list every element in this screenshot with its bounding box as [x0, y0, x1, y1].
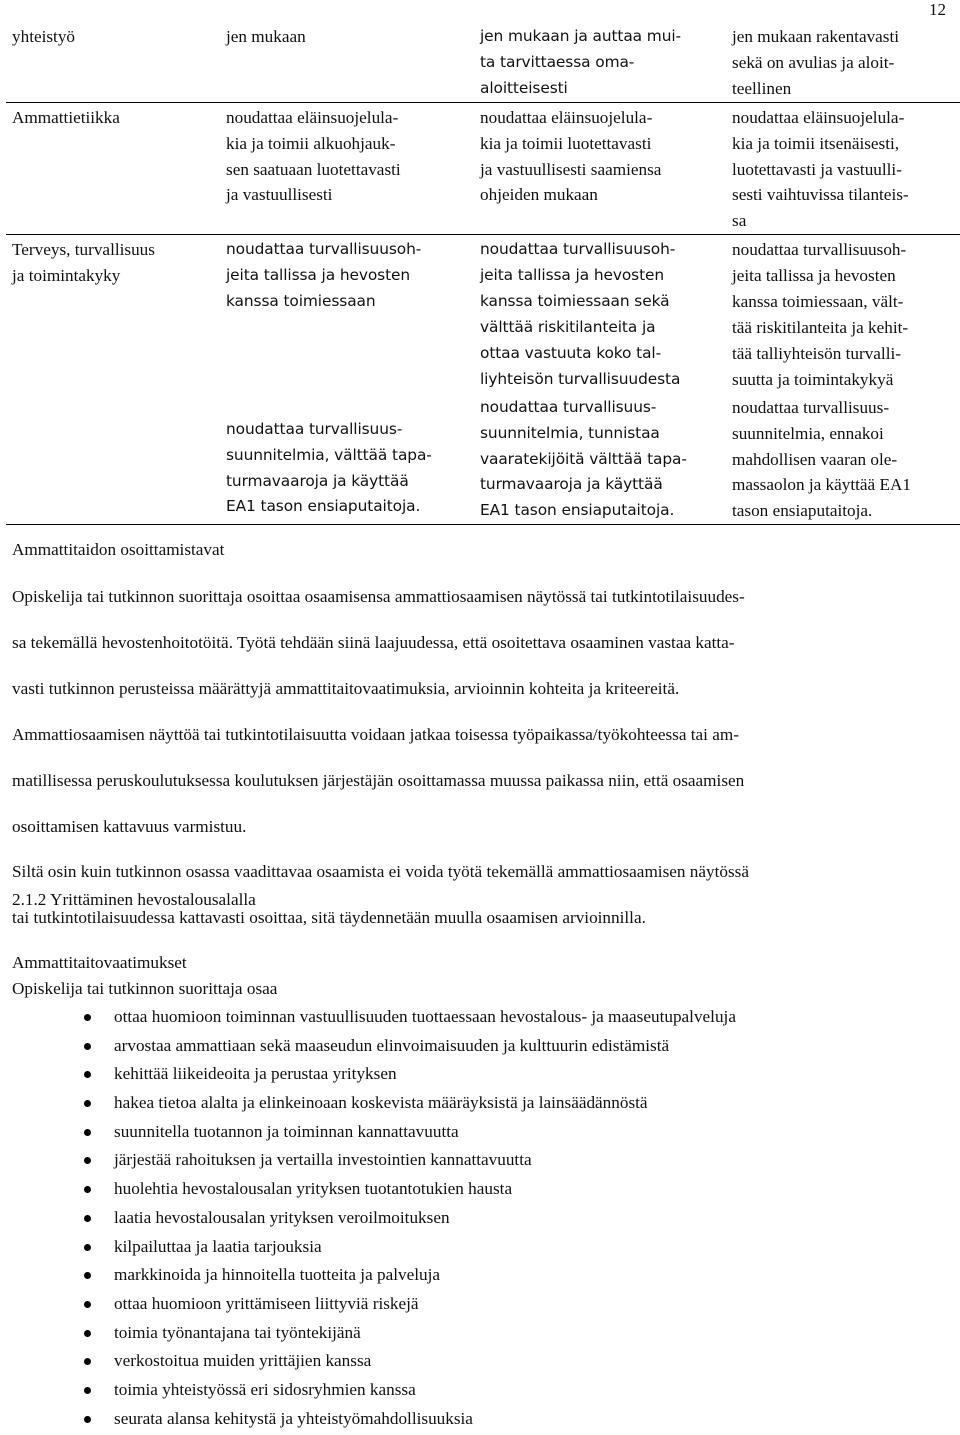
- cell-line: sen saatuaan luotettavasti: [226, 159, 401, 179]
- bullet-icon: [84, 1301, 91, 1308]
- bullet-icon: [84, 1215, 91, 1222]
- paragraph-line: vasti tutkinnon perusteissa määrättyjä ammattitaitovaatimuksia, arvioinnin kohteita ja kriteereitä.: [12, 678, 680, 698]
- list-item-text: seurata alansa kehitystä ja yhteistyömahdollisuuksia: [114, 1408, 473, 1428]
- bullet-icon: [84, 1387, 91, 1394]
- criteria-label: ja toimintakyky: [12, 266, 121, 286]
- list-item-text: ottaa huomioon toiminnan vastuullisuuden tuottaessaan hevostalous- ja maaseutupalveluja: [114, 1007, 736, 1026]
- paragraph-line: matillisessa peruskoulutuksessa koulutuksen järjestäjän osoittamassa muussa paikassa niin, että osaamisen: [12, 770, 745, 790]
- criteria-cell-excellent: [722, 235, 960, 393]
- bullet-icon: [84, 1330, 91, 1337]
- cell-line: aloitteisesti: [480, 78, 568, 97]
- cell-line: ja vastuullisesti: [226, 185, 333, 205]
- criteria-label: Terveys, turvallisuus: [12, 240, 155, 260]
- list-item: [0, 1290, 736, 1319]
- paragraph: [12, 722, 940, 840]
- list-item-text: ottaa huomioon yrittämiseen liittyviä riskejä: [114, 1293, 419, 1313]
- criteria-label-cell: [6, 235, 214, 393]
- cell-line: mahdollisen vaaran ole-: [732, 449, 898, 469]
- paragraph-line: sa tekemällä hevostenhoitotöitä. Työtä tehdään siinä laajuudessa, että osoitettava osaaminen vastaa katta-: [12, 632, 735, 652]
- criteria-cell-satisfactory: [214, 235, 468, 393]
- bullet-icon: [84, 1043, 91, 1050]
- criteria-label: Ammattietiikka: [12, 107, 120, 127]
- cell-line: jen mukaan: [226, 27, 306, 46]
- list-item-text: verkostoitua muiden yrittäjien kanssa: [114, 1351, 372, 1371]
- list-item-text: suunnitella tuotannon ja toiminnan kannattavuutta: [114, 1121, 459, 1141]
- criteria-cell-satisfactory: [214, 102, 468, 235]
- cell-line: vaaratekijöitä välttää tapa-: [480, 449, 687, 468]
- cell-line: suunnitelmia, tunnistaa: [480, 423, 660, 442]
- criteria-label-cell: [6, 393, 214, 525]
- cell-line: noudattaa eläinsuojelula-: [732, 107, 905, 127]
- cell-line: kanssa toimiessaan, vält-: [732, 292, 904, 312]
- cell-line: jen mukaan rakentavasti: [732, 27, 900, 46]
- cell-line: massaolon ja käyttää EA1: [732, 475, 911, 495]
- cell-line: noudattaa turvallisuusoh-: [732, 240, 907, 260]
- cell-line: luotettavasti ja vastuulli-: [732, 159, 902, 179]
- bullet-icon: [84, 1358, 91, 1365]
- criteria-cell-good: [468, 393, 722, 525]
- requirements-title: Ammattitaitovaatimukset: [12, 953, 187, 972]
- paragraph-line: Ammattiosaamisen näyttöä tai tutkintotilaisuutta voidaan jatkaa toisessa työpaikassa/työkohteessa tai am-: [12, 724, 739, 744]
- cell-line: EA1 tason ensiaputaitoja.: [226, 497, 421, 516]
- paragraph-line: Opiskelija tai tutkinnon suorittaja osoittaa osaamisensa ammattiosaamisen näytössä tai tutkintotilaisuudes-: [12, 587, 745, 606]
- paragraph-line: Siltä osin kuin tutkinnon osassa vaadittavaa osaamista ei voida työtä tekemällä ammattiosaamisen näytössä: [12, 862, 749, 882]
- criteria-cell-good: [468, 102, 722, 235]
- requirements-intro: Opiskelija tai tutkinnon suorittaja osaa: [12, 978, 278, 998]
- criteria-label-cell: [6, 102, 214, 235]
- bullet-icon: [84, 1416, 91, 1423]
- list-item: [0, 1003, 736, 1032]
- cell-line: kia ja toimii itsenäisesti,: [732, 133, 900, 153]
- cell-line: kia ja toimii luotettavasti: [480, 133, 652, 153]
- cell-line: kia ja toimii alkuohjauk-: [226, 133, 396, 153]
- bullet-icon: [84, 1186, 91, 1193]
- list-item-text: kehittää liikeideoita ja perustaa yrityksen: [114, 1064, 397, 1084]
- requirements-list: [0, 1003, 736, 1433]
- paragraph-line: osoittamisen kattavuus varmistuu.: [12, 816, 247, 836]
- cell-line: noudattaa turvallisuusoh-: [226, 240, 422, 259]
- cell-line: tason ensiaputaitoja.: [732, 501, 873, 521]
- cell-line: sesti vaihtuvissa tilanteis-: [732, 185, 909, 205]
- bullet-icon: [84, 1071, 91, 1078]
- list-item: [0, 1376, 736, 1405]
- cell-line: noudattaa eläinsuojelula-: [226, 107, 399, 127]
- criteria-cell-satisfactory: [214, 393, 468, 525]
- cell-line: jen mukaan ja auttaa mui-: [480, 27, 681, 45]
- cell-line: ta tarvittaessa oma-: [480, 52, 635, 71]
- assessment-criteria-table: [6, 22, 960, 525]
- cell-line: tää riskitilanteita ja kehit-: [732, 317, 909, 337]
- cell-line: suutta ja toimintakykyä: [732, 369, 894, 389]
- criteria-cell-good: [468, 235, 722, 393]
- cell-line: liyhteisön turvallisuudesta: [480, 369, 681, 388]
- cell-line: ottaa vastuuta koko tal-: [480, 343, 662, 362]
- criteria-cell-excellent: [722, 22, 960, 102]
- paragraph: [12, 584, 940, 702]
- cell-line: suunnitelmia, ennakoi: [732, 423, 884, 443]
- list-item: [0, 1233, 736, 1262]
- cell-line: jeita tallissa ja hevosten: [226, 266, 411, 285]
- cell-line: turmavaaroja ja käyttää: [226, 471, 409, 490]
- paragraph-line: tai tutkintotilaisuudessa kattavasti osoittaa, sitä täydennetään muulla osaamisen arvioinnilla.: [12, 908, 646, 928]
- cell-line: jeita tallissa ja hevosten: [480, 266, 665, 285]
- cell-line: välttää riskitilanteita ja: [480, 317, 656, 336]
- list-item-text: toimia yhteistyössä eri sidosryhmien kanssa: [114, 1379, 416, 1399]
- list-item: [0, 1204, 736, 1233]
- criteria-cell-good: [468, 22, 722, 102]
- table-row: [6, 235, 960, 393]
- cell-line: sekä on avulias ja aloit-: [732, 52, 895, 72]
- cell-line: kanssa toimiessaan sekä: [480, 292, 670, 311]
- heading-text: Ammattitaidon osoittamistavat: [12, 540, 225, 559]
- cell-line: tää talliyhteisön turvalli-: [732, 343, 901, 363]
- list-item: [0, 1405, 736, 1434]
- list-item: [0, 1060, 736, 1089]
- list-item-text: hakea tietoa alalta ja elinkeinoaan koskevista määräyksistä ja lainsäädännöstä: [114, 1093, 648, 1113]
- requirements-heading: [12, 950, 940, 1002]
- cell-line: noudattaa eläinsuojelula-: [480, 107, 653, 127]
- cell-line: EA1 tason ensiaputaitoja.: [480, 501, 675, 520]
- cell-line: noudattaa turvallisuus-: [732, 397, 890, 417]
- list-item: [0, 1118, 736, 1147]
- criteria-cell-excellent: [722, 102, 960, 235]
- cell-line: kanssa toimiessaan: [226, 292, 376, 311]
- list-item: [0, 1032, 736, 1061]
- bullet-icon: [84, 1100, 91, 1107]
- list-item-text: kilpailuttaa ja laatia tarjouksia: [114, 1236, 322, 1256]
- cell-line: sa: [732, 211, 747, 231]
- cell-line: ja vastuullisesti saamiensa: [480, 159, 662, 179]
- bullet-icon: [84, 1157, 91, 1164]
- list-item-text: järjestää rahoituksen ja vertailla investointien kannattavuutta: [114, 1150, 532, 1170]
- table-row: [6, 393, 960, 525]
- section-heading-text: 2.1.2 Yrittäminen hevostalousalalla: [12, 890, 256, 909]
- section-heading: [12, 887, 940, 913]
- cell-line: noudattaa turvallisuus-: [480, 397, 657, 416]
- cell-line: jeita tallissa ja hevosten: [732, 266, 896, 286]
- list-item-text: markkinoida ja hinnoitella tuotteita ja palveluja: [114, 1265, 440, 1285]
- bullet-icon: [84, 1272, 91, 1279]
- cell-line: ohjeiden mukaan: [480, 185, 598, 205]
- table-row: [6, 102, 960, 235]
- cell-line: teellinen: [732, 78, 792, 98]
- bullet-icon: [84, 1014, 91, 1021]
- demonstration-body: [12, 584, 940, 931]
- list-item: [0, 1175, 736, 1204]
- list-item-text: laatia hevostalousalan yrityksen veroilmoituksen: [114, 1207, 450, 1227]
- table-row: [6, 22, 960, 102]
- cell-line: turmavaaroja ja käyttää: [480, 475, 663, 494]
- list-item-text: huolehtia hevostalousalan yrityksen tuotantotukien hausta: [114, 1179, 513, 1199]
- bullet-icon: [84, 1244, 91, 1251]
- cell-line: noudattaa turvallisuus-: [226, 419, 403, 438]
- criteria-label: yhteistyö: [12, 27, 76, 46]
- bullet-icon: [84, 1129, 91, 1136]
- list-item: [0, 1146, 736, 1175]
- cell-line: suunnitelmia, välttää tapa-: [226, 445, 432, 464]
- list-item: [0, 1319, 736, 1348]
- criteria-cell-satisfactory: [214, 22, 468, 102]
- criteria-label-cell: [6, 22, 214, 102]
- criteria-cell-excellent: [722, 393, 960, 525]
- cell-line: noudattaa turvallisuusoh-: [480, 240, 676, 259]
- list-item: [0, 1347, 736, 1376]
- list-item-text: toimia työnantajana tai työntekijänä: [114, 1322, 361, 1342]
- demonstration-heading: [12, 537, 940, 563]
- list-item-text: arvostaa ammattiaan sekä maaseudun elinvoimaisuuden ja kulttuurin edistämistä: [114, 1035, 670, 1055]
- list-item: [0, 1089, 736, 1118]
- list-item: [0, 1261, 736, 1290]
- page-number: 12: [929, 0, 946, 19]
